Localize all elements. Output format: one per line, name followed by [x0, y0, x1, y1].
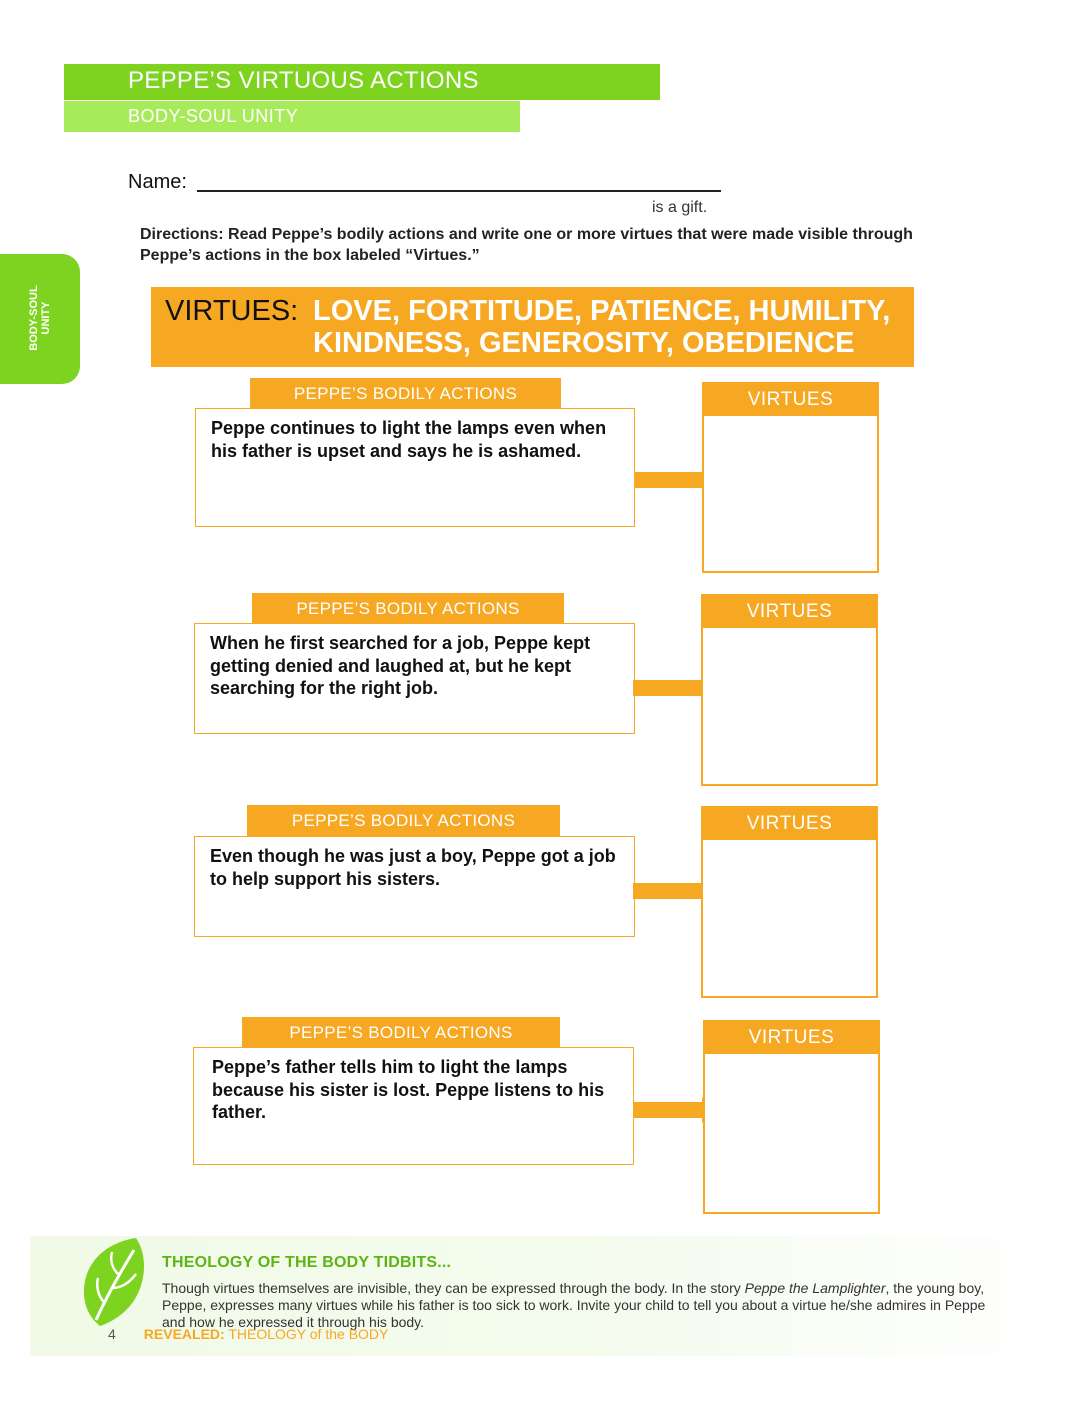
bodily-actions-tab: PEPPE’S BODILY ACTIONS [250, 378, 561, 410]
name-field[interactable] [197, 190, 721, 192]
bodily-actions-tab: PEPPE’S BODILY ACTIONS [252, 593, 564, 625]
side-tab-label [28, 285, 52, 350]
arrow-connector [633, 1102, 703, 1118]
page-footer [108, 1326, 388, 1342]
virtues-banner-label: VIRTUES: [165, 295, 299, 327]
subtitle-bar [64, 101, 520, 132]
virtues-box-label: VIRTUES [704, 384, 877, 416]
virtues-box-label: VIRTUES [703, 596, 876, 628]
bodily-action-box [195, 408, 635, 527]
action-block [0, 378, 1088, 578]
virtues-box-label: VIRTUES [703, 808, 876, 840]
bodily-actions-tab: PEPPE’S BODILY ACTIONS [247, 805, 560, 837]
virtues-answer-box[interactable] [703, 1020, 880, 1214]
arrow-connector [635, 472, 705, 488]
footer-revealed: REVEALED: [143, 1326, 225, 1342]
title-bar [64, 64, 660, 100]
virtues-answer-box[interactable] [701, 806, 878, 998]
gift-text: is a gift. [652, 199, 708, 216]
bodily-actions-tab: PEPPE’S BODILY ACTIONS [242, 1017, 560, 1049]
virtues-answer-box[interactable] [701, 594, 878, 786]
side-tab-line2: UNITY [40, 301, 52, 335]
tidbits-body-text: Though virtues themselves are invisible, they can be expressed through the body. In the story [162, 1280, 745, 1296]
tidbits-body [162, 1280, 1002, 1331]
footer-series: THEOLOGY of the BODY [228, 1326, 389, 1342]
page-subtitle: BODY-SOUL UNITY [128, 106, 299, 126]
tidbits-title: THEOLOGY OF THE BODY TIDBITS... [162, 1254, 452, 1271]
tidbits-body-text-end: , the young boy, Peppe, expresses many virtues while his father is too sick to work. Invite your child to tell you about a virtue he/she admires in Peppe and how he expressed it through his body. [162, 1280, 986, 1330]
leaf-icon [78, 1236, 148, 1328]
bodily-action-text: Even though he was just a boy, Peppe got a job to help support his sisters. [210, 846, 616, 889]
name-label: Name: [128, 171, 187, 193]
page-title: PEPPE’S VIRTUOUS ACTIONS [128, 67, 479, 94]
virtues-box-label: VIRTUES [705, 1022, 878, 1054]
bodily-action-box [194, 623, 635, 734]
bodily-action-text: When he first searched for a job, Peppe kept getting denied and laughed at, but he kept searching for the right job. [210, 633, 591, 698]
action-block [0, 805, 1088, 1005]
action-block [0, 593, 1088, 793]
bodily-action-box [194, 836, 635, 937]
virtues-answer-box[interactable] [702, 382, 879, 573]
story-title: Peppe the Lamplighter [744, 1280, 886, 1296]
bodily-action-text: Peppe’s father tells him to light the lamps because his sister is lost. Peppe listens to his father. [212, 1057, 605, 1122]
side-tab-line1: BODY-SOUL [28, 285, 40, 351]
side-section-tab [0, 254, 80, 384]
virtues-banner [151, 287, 914, 367]
arrow-connector [633, 680, 703, 696]
directions-text: Directions: Read Peppe’s bodily actions and write one or more virtues that were made visible through Peppe’s actions in the box labeled “Virtues.” [140, 226, 913, 264]
page-number: 4 [108, 1326, 116, 1342]
action-block [0, 1017, 1088, 1217]
bodily-action-text: Peppe continues to light the lamps even when his father is upset and says he is ashamed. [211, 418, 607, 461]
virtues-list: LOVE, FORTITUDE, PATIENCE, HUMILITY, KINDNESS, GENEROSITY, OBEDIENCE [313, 295, 891, 359]
bodily-action-box [193, 1047, 634, 1165]
arrow-connector [633, 883, 703, 899]
